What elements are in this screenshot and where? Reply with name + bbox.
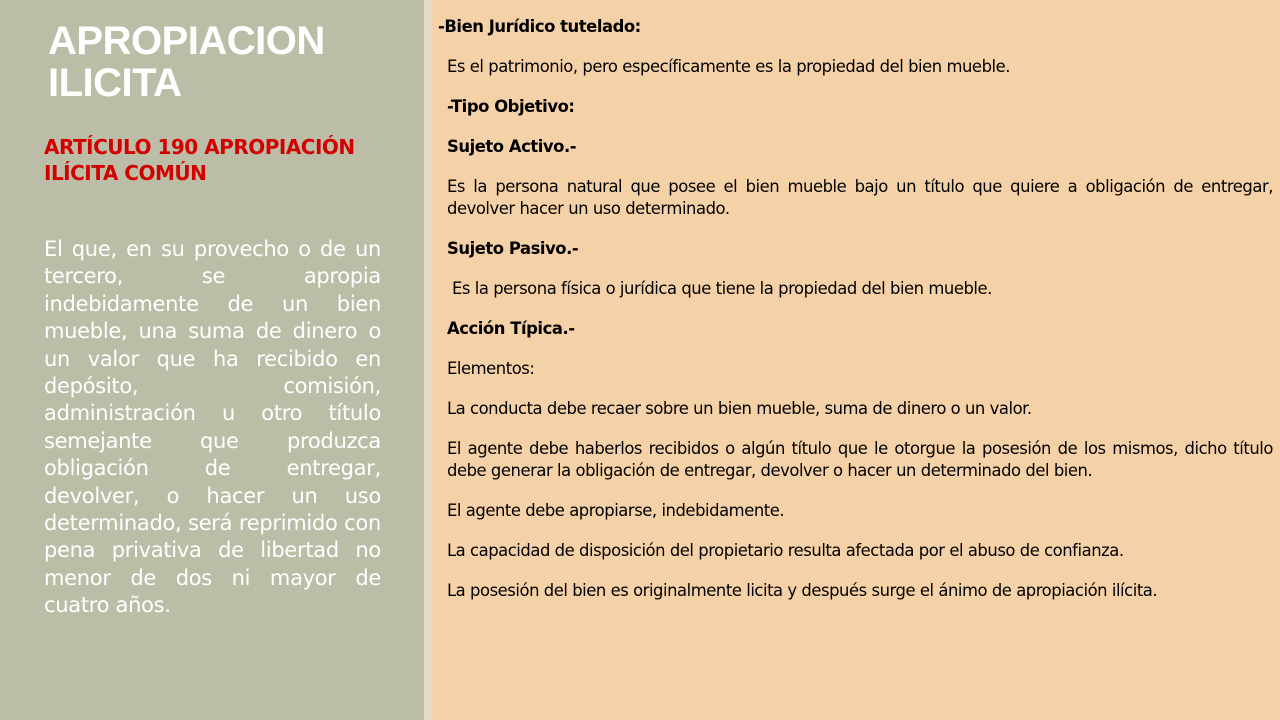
sujeto-pasivo-heading: Sujeto Pasivo.- xyxy=(447,239,579,258)
bien-juridico-text: Es el patrimonio, pero específicamente es la propiedad del bien mueble. xyxy=(447,57,1011,76)
legal-analysis-content xyxy=(440,16,1273,602)
elemento-item: El agente debe apropiarse, indebidamente. xyxy=(447,501,785,520)
elemento-item: La conducta debe recaer sobre un bien mueble, suma de dinero o un valor. xyxy=(447,399,1032,418)
left-panel xyxy=(0,0,424,720)
bien-juridico-heading: -Bien Jurídico tutelado: xyxy=(438,17,641,36)
article-heading: ARTÍCULO 190 APROPIACIÓN ILÍCITA COMÚN xyxy=(44,135,355,185)
elemento-item: La posesión del bien es originalmente licita y después surge el ánimo de apropiación ilícita. xyxy=(447,581,1158,600)
tipo-objetivo-heading: -Tipo Objetivo: xyxy=(447,97,575,116)
elementos-label: Elementos: xyxy=(447,359,535,378)
sujeto-pasivo-text: Es la persona física o jurídica que tiene la propiedad del bien mueble. xyxy=(452,279,992,298)
panel-divider xyxy=(424,0,432,720)
sujeto-activo-text: Es la persona natural que posee el bien mueble bajo un título que quiere a obligación de entregar, devolver hacer un uso determinado. xyxy=(447,177,1273,218)
elemento-item: La capacidad de disposición del propietario resulta afectada por el abuso de confianza. xyxy=(447,541,1124,560)
sujeto-activo-heading: Sujeto Activo.- xyxy=(447,137,577,156)
article-text: El que, en su provecho o de un tercero, se apropia indebidamente de un bien mueble, una suma de dinero o un valor que ha recibido en depósito, comisión, administración u otro título semejante que produzca obligación de entregar, devolver, o hacer un uso determinado, será reprimido con pena privativa de libertad no menor de dos ni mayor de cuatro años. xyxy=(44,237,381,618)
elemento-item: El agente debe haberlos recibidos o algún título que le otorgue la posesión de los mismos, dicho título debe generar la obligación de entregar, devolver o hacer un determinado del bien. xyxy=(447,439,1273,480)
accion-tipica-heading: Acción Típica.- xyxy=(447,319,575,338)
slide-title: APROPIACION ILICITA xyxy=(48,19,325,105)
